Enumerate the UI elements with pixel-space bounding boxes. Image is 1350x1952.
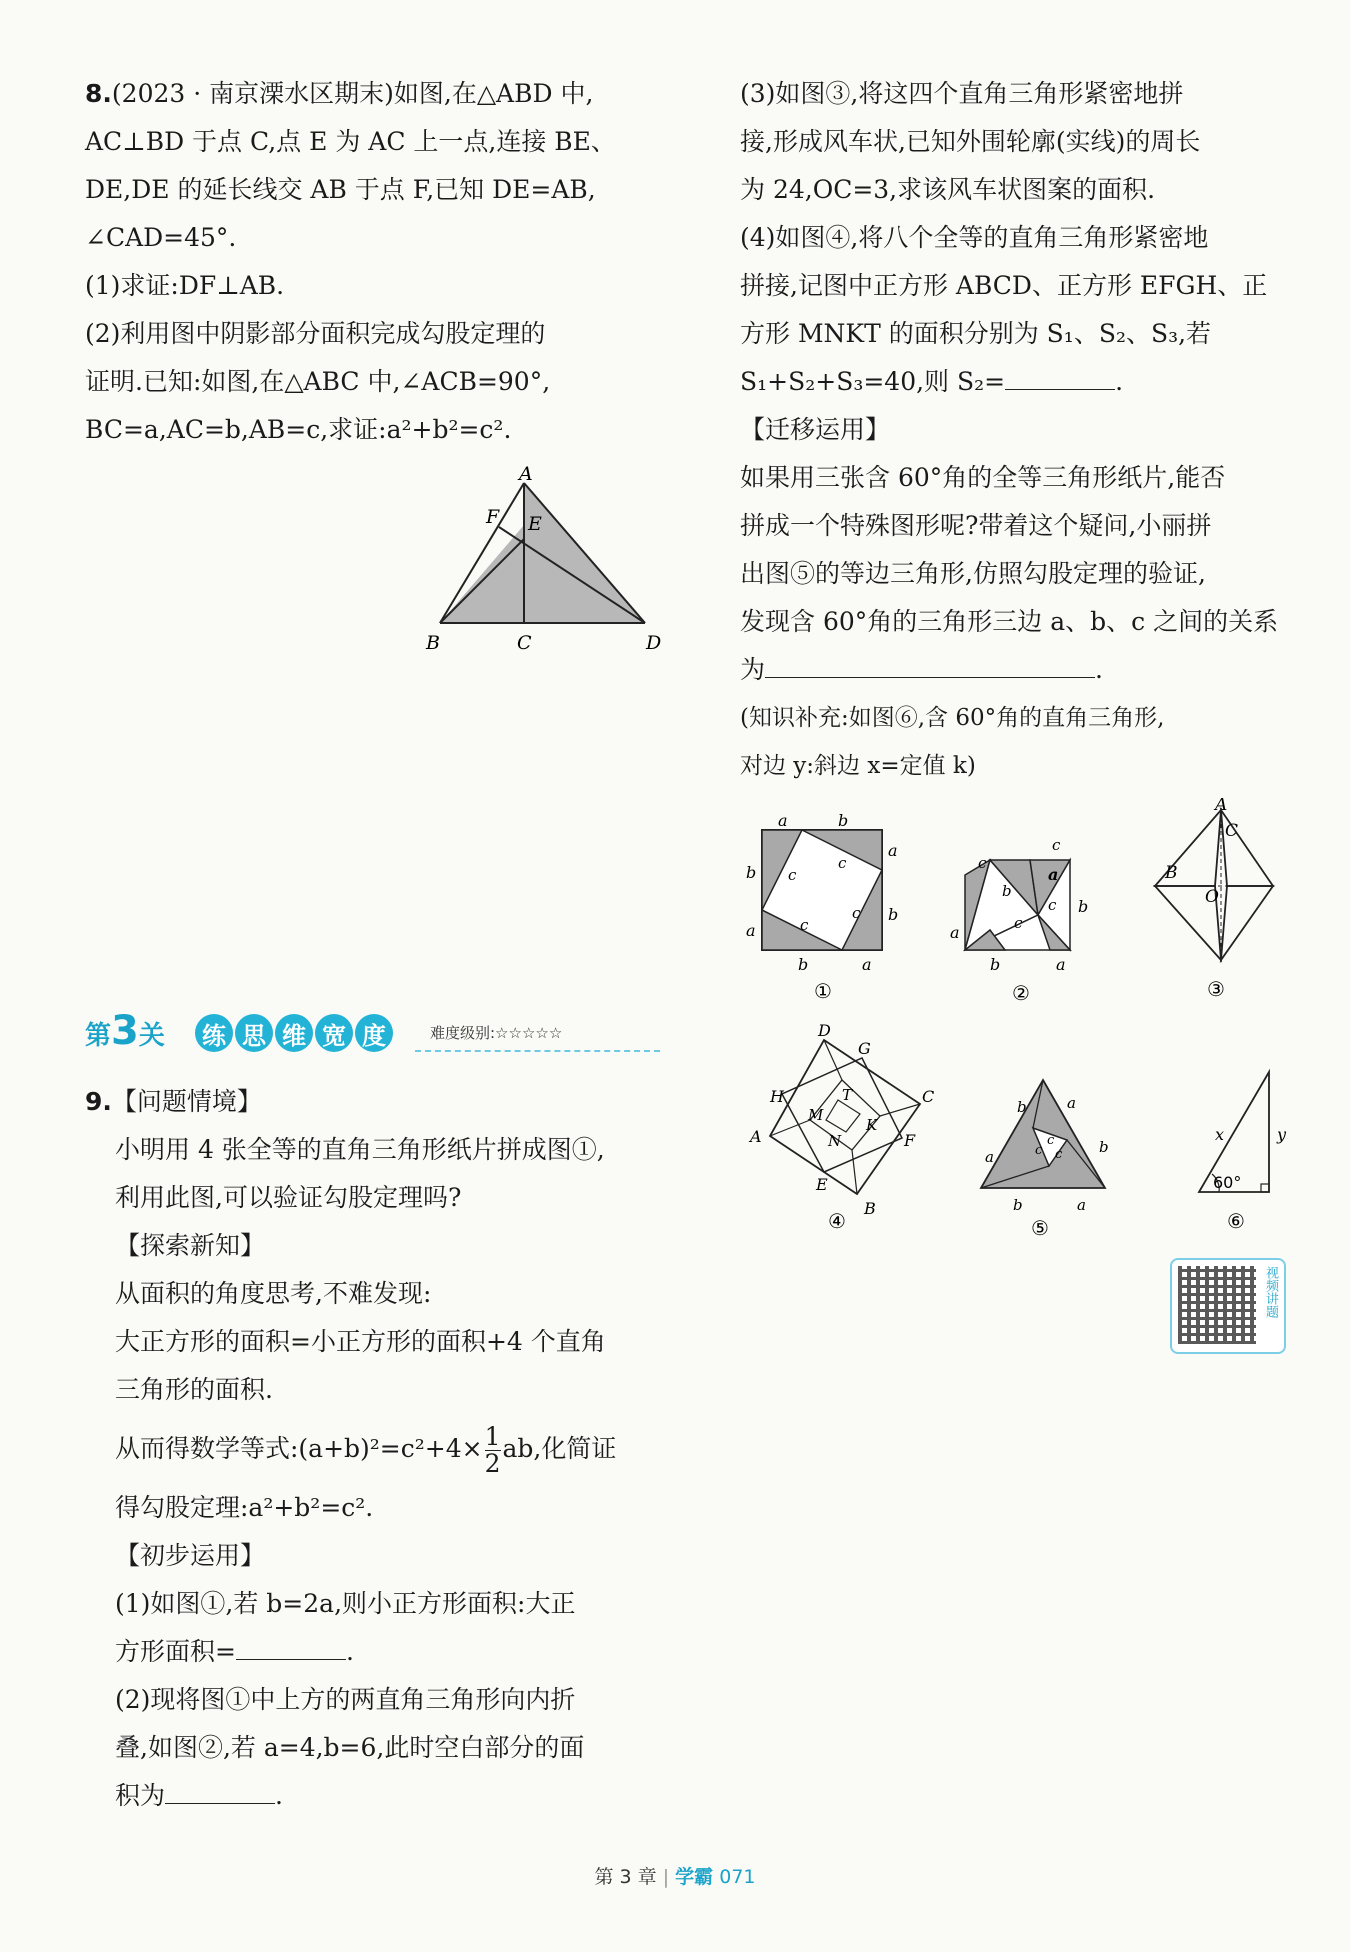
svg-text:K: K [866, 1116, 878, 1134]
figure-5-number: ⑤ [1031, 1216, 1049, 1240]
qr-code[interactable] [1170, 1258, 1286, 1354]
svg-text:A: A [1215, 798, 1228, 815]
q8-number: 8. [85, 79, 112, 108]
figure-4 [742, 1022, 942, 1232]
q8-triangle-figure [420, 465, 670, 655]
svg-text:b: b [1078, 897, 1089, 916]
svg-text:c: c [1047, 1133, 1055, 1148]
svg-text:a: a [746, 921, 756, 940]
svg-text:c: c [788, 866, 797, 884]
q9-p2b: 大正方形的面积=小正方形的面积+4 个直角 [115, 1327, 606, 1356]
svg-text:b: b [1013, 1196, 1023, 1214]
svg-text:a: a [1056, 955, 1066, 974]
svg-text:C: C [922, 1087, 935, 1106]
svg-text:b: b [798, 955, 809, 974]
svg-text:C: C [1225, 821, 1239, 841]
q9-heading-explore: 【探索新知】 [115, 1231, 266, 1260]
figure-1 [740, 808, 910, 1008]
svg-text:b: b [746, 863, 757, 882]
svg-text:a: a [778, 811, 788, 830]
q9-heading-apply: 【初步运用】 [115, 1541, 266, 1570]
label-a: A [519, 465, 533, 485]
figure-6 [1185, 1062, 1295, 1240]
figure-2-number: ② [1012, 981, 1030, 1005]
q8-part-2-line-3: BC=a,AC=b,AB=c,求证:a²+b²=c². [85, 415, 512, 444]
svg-text:a: a [1067, 1094, 1076, 1112]
q9-p1b: 利用此图,可以验证勾股定理吗? [115, 1183, 462, 1212]
q9-k1: (知识补充:如图⑥,含 60°角的直角三角形, [740, 705, 1165, 731]
answer-blank-4[interactable] [765, 651, 1095, 678]
answer-blank-2[interactable] [165, 1777, 275, 1804]
label-f: F [486, 506, 500, 528]
figure-1-number: ① [814, 979, 832, 1003]
q9-k2: 对边 y:斜边 x=定值 k) [740, 753, 976, 779]
figure-3 [1145, 798, 1295, 1008]
q9-s3b: 接,形成风车状,已知外围轮廓(实线)的周长 [740, 127, 1201, 156]
svg-text:b: b [990, 955, 1001, 974]
q8-part-1: (1)求证:DF⊥AB. [85, 271, 285, 300]
answer-blank-3[interactable] [1005, 363, 1115, 390]
answer-blank-1[interactable] [236, 1633, 346, 1660]
q9-s1b: 方形面积= . [85, 1628, 665, 1676]
svg-text:T: T [842, 1086, 853, 1104]
svg-text:c: c [1052, 836, 1061, 854]
svg-text:c: c [1048, 896, 1057, 914]
q9-s4c: 方形 MNKT 的面积分别为 S₁、S₂、S₃,若 [740, 319, 1212, 348]
q9-t3: 出图⑤的等边三角形,仿照勾股定理的验证, [740, 559, 1206, 588]
svg-text:a: a [888, 841, 898, 860]
svg-text:b: b [888, 905, 899, 924]
q9-s1a: (1)如图①,若 b=2a,则小正方形面积:大正 [115, 1589, 576, 1618]
label-d: D [646, 632, 662, 654]
footer-page-number: 071 [719, 1866, 756, 1888]
footer-chapter: 第 3 章 [594, 1866, 657, 1888]
q9-heading-transfer: 【迁移运用】 [740, 415, 891, 444]
q8-line-1: 8.(2023 · 南京溧水区期末)如图,在△ABD 中, [85, 79, 594, 108]
q9-t2: 拼成一个特殊图形呢?带着这个疑问,小丽拼 [740, 511, 1212, 540]
q9-s4d: S₁+S₂+S₃=40,则 S₂= . [740, 358, 1295, 406]
svg-text:x: x [1215, 1125, 1225, 1144]
q9-t5: 为 . [740, 646, 1295, 694]
svg-text:y: y [1277, 1125, 1287, 1144]
q8-line-4: ∠CAD=45°. [85, 223, 237, 252]
svg-text:c: c [800, 916, 809, 934]
label-c: C [517, 632, 532, 654]
left-column [85, 70, 665, 454]
q8-part-2-line-2: 证明.已知:如图,在△ABC 中,∠ACB=90°, [85, 367, 551, 396]
svg-text:a: a [1077, 1196, 1086, 1214]
label-e: E [528, 513, 542, 535]
svg-text:a: a [950, 923, 960, 942]
svg-text:b: b [838, 811, 849, 830]
svg-text:c: c [978, 854, 987, 872]
q9-s4a: (4)如图④,将八个全等的直角三角形紧密地 [740, 223, 1209, 252]
figure-4-number: ④ [828, 1209, 846, 1232]
section-banner [85, 1008, 665, 1058]
svg-text:F: F [904, 1131, 916, 1150]
q8-line-3: DE,DE 的延长线交 AB 于点 F,已知 DE=AB, [85, 175, 596, 204]
svg-text:E: E [816, 1175, 828, 1194]
svg-text:N: N [828, 1132, 842, 1150]
label-b: B [426, 632, 440, 654]
svg-text:b: b [1002, 882, 1012, 900]
q9-t1: 如果用三张含 60°角的全等三角形纸片,能否 [740, 463, 1226, 492]
svg-text:M: M [808, 1106, 824, 1124]
svg-text:b: b [1099, 1138, 1109, 1156]
difficulty-rating: 难度级别:☆☆☆☆☆ [430, 1024, 563, 1042]
q9-heading-problem: 9.【问题情境】 [85, 1087, 262, 1116]
footer-brand: 学霸 [675, 1866, 714, 1888]
q9-p2a: 从面积的角度思考,不难发现: [115, 1279, 432, 1308]
svg-text:c: c [852, 904, 861, 922]
svg-text:c: c [1055, 1147, 1063, 1162]
svg-text:G: G [858, 1039, 871, 1058]
qr-code-label: 视频讲题 [1263, 1266, 1278, 1318]
q9-s4b: 拼接,记图中正方形 ABCD、正方形 EFGH、正 [740, 271, 1268, 300]
q9-s2b: 叠,如图②,若 a=4,b=6,此时空白部分的面 [115, 1733, 585, 1762]
qr-code-pattern [1178, 1266, 1256, 1344]
figure-2 [930, 820, 1110, 1010]
q9-s2a: (2)现将图①中上方的两直角三角形向内折 [115, 1685, 576, 1714]
svg-text:B: B [864, 1199, 876, 1218]
svg-text:A: A [750, 1127, 762, 1146]
q9-p3c: 得勾股定理:a²+b²=c². [115, 1493, 374, 1522]
q8-part-2-line-1: (2)利用图中阴影部分面积完成勾股定理的 [85, 319, 546, 348]
svg-text:O: O [1205, 887, 1219, 907]
banner-level: 第3关 [85, 1008, 165, 1054]
q9-s2c: 积为 . [85, 1772, 665, 1820]
q9-s3c: 为 24,OC=3,求该风车状图案的面积. [740, 175, 1156, 204]
q9-p1a: 小明用 4 张全等的直角三角形纸片拼成图①, [115, 1135, 605, 1164]
svg-text:c: c [1035, 1143, 1043, 1158]
svg-text:B: B [1165, 863, 1178, 883]
svg-text:D: D [818, 1022, 831, 1040]
svg-text:c: c [838, 854, 847, 872]
svg-text:c: c [1014, 914, 1023, 932]
figure-6-number: ⑥ [1227, 1209, 1245, 1233]
q9-t4: 发现含 60°角的三角形三边 a、b、c 之间的关系 [740, 607, 1279, 636]
q9-block [85, 1078, 665, 1820]
svg-text:a: a [862, 955, 872, 974]
q9-s3a: (3)如图③,将这四个直角三角形紧密地拼 [740, 79, 1184, 108]
svg-text:H: H [770, 1087, 784, 1106]
svg-text:a: a [985, 1148, 994, 1166]
page-footer: 第 3 章 | 学霸 071 [594, 1866, 756, 1888]
figure-5 [975, 1070, 1125, 1240]
banner-title: 练 思 维 宽 度 [195, 1014, 393, 1052]
figure-3-number: ③ [1207, 977, 1225, 1001]
figure-6-angle: 60° [1213, 1173, 1242, 1192]
svg-text:a: a [1048, 865, 1059, 884]
q8-line-2: AC⊥BD 于点 C,点 E 为 AC 上一点,连接 BE、 [85, 127, 616, 156]
q9-equation: 从而得数学等式:(a+b)²=c²+4× $\frac{1}{2}$ ab,化简证 [115, 1422, 617, 1478]
banner-divider [415, 1050, 660, 1052]
right-column [740, 70, 1295, 790]
svg-text:b: b [1017, 1098, 1027, 1116]
q9-p2c: 三角形的面积. [115, 1375, 273, 1404]
